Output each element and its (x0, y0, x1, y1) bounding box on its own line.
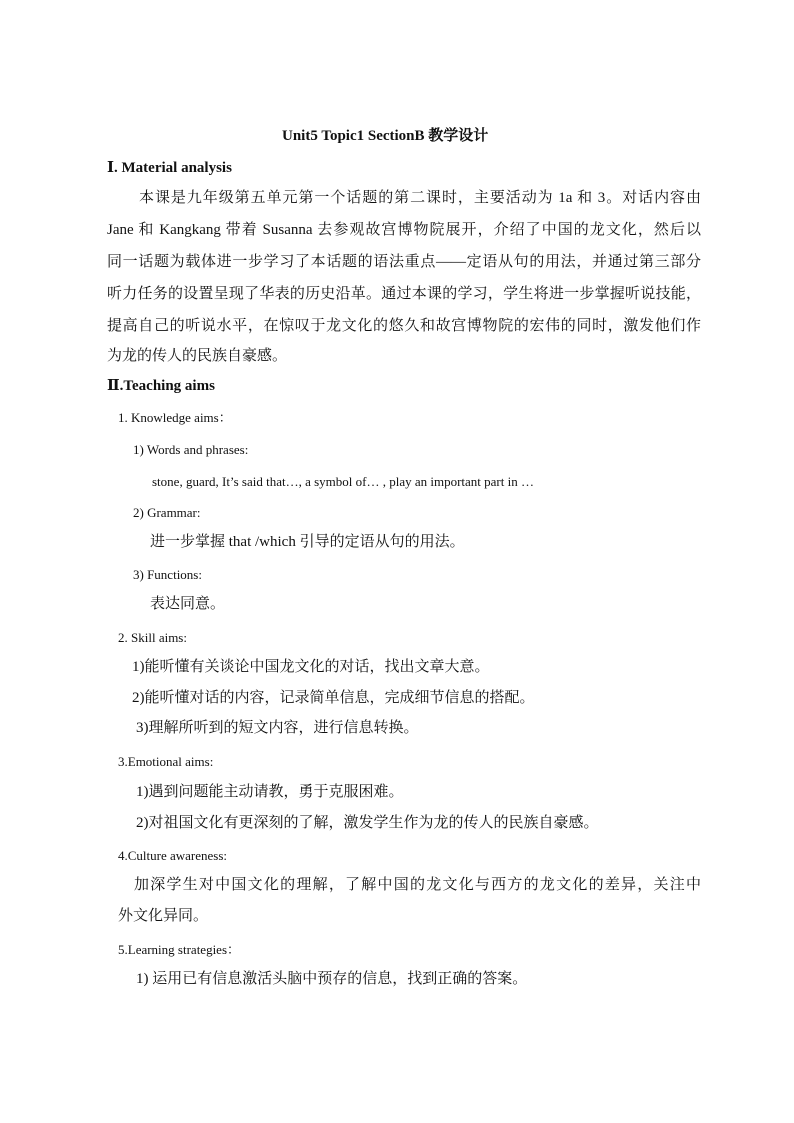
functions-label: 3) Functions: (133, 567, 202, 582)
culture-awareness-label: 4.Culture awareness: (118, 848, 228, 863)
paragraph-line: 提高自己的听说水平，在惊叹于龙文化的悠久和故宫博物院的宏伟的同时，激发他们作 (107, 318, 701, 334)
grammar-content: 进一步掌握 that /which 引导的定语从句的用法。 (150, 534, 465, 550)
culture-awareness-line: 外文化异同。 (118, 908, 209, 924)
document-title: Unit5 Topic1 SectionB 教学设计 (282, 128, 489, 144)
emotional-aim-item: 1)遇到问题能主动请教，勇于克服困难。 (136, 784, 404, 800)
functions-content: 表达同意。 (150, 596, 226, 612)
paragraph-line: 本课是九年级第五单元第一个话题的第二课时，主要活动为 1a 和 3。对话内容由 (139, 190, 701, 206)
paragraph-line: Jane 和 Kangkang 带着 Susanna 去参观故宫博物院展开，介绍了中国的龙文化，然后以 (107, 222, 701, 238)
skill-aims-label: 2. Skill aims: (118, 630, 187, 645)
grammar-label: 2) Grammar: (133, 505, 201, 520)
paragraph-line: 同一话题为载体进一步学习了本话题的语法重点——定语从句的用法，并通过第三部分 (107, 254, 701, 270)
learning-strategies-label: 5.Learning strategies： (118, 942, 241, 957)
paragraph-line: 为龙的传人的民族自豪感。 (107, 348, 288, 364)
section-heading-material-analysis: Ⅰ. Material analysis (107, 160, 232, 176)
knowledge-aims-label: 1. Knowledge aims： (118, 410, 232, 425)
paragraph-line: 听力任务的设置呈现了华表的历史沿革。通过本课的学习，学生将进一步掌握听说技能， (107, 286, 701, 302)
emotional-aim-item: 2)对祖国文化有更深刻的了解，激发学生作为龙的传人的民族自豪感。 (136, 815, 599, 831)
skill-aim-item: 2)能听懂对话的内容，记录简单信息，完成细节信息的搭配。 (132, 690, 535, 706)
learning-strategy-item: 1) 运用已有信息激活头脑中预存的信息，找到正确的答案。 (136, 971, 528, 987)
words-phrases-content: stone, guard, It’s said that…, a symbol of… , play an important part in … (152, 474, 534, 489)
words-phrases-label: 1) Words and phrases: (133, 442, 249, 457)
emotional-aims-label: 3.Emotional aims: (118, 754, 214, 769)
skill-aim-item: 3)理解所听到的短文内容，进行信息转换。 (136, 720, 419, 736)
section-heading-teaching-aims: Ⅱ.Teaching aims (107, 378, 215, 394)
skill-aim-item: 1)能听懂有关谈论中国龙文化的对话，找出文章大意。 (132, 659, 490, 675)
culture-awareness-line: 加深学生对中国文化的理解，了解中国的龙文化与西方的龙文化的差异，关注中 (134, 877, 701, 893)
